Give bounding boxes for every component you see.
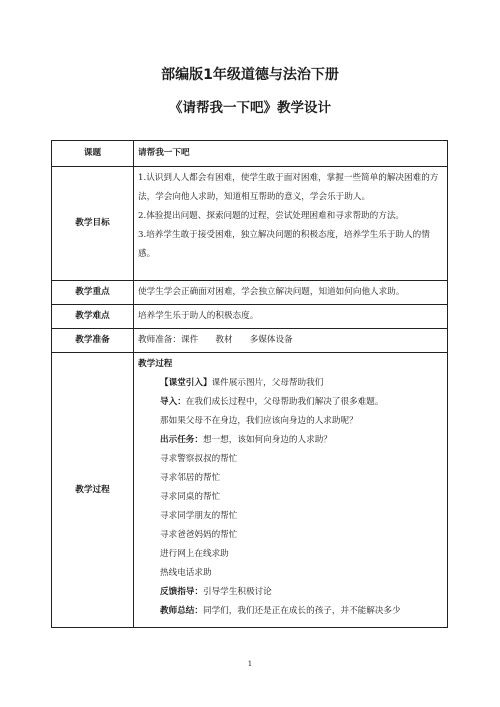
row-process xyxy=(52,353,448,628)
label-preparation: 教学准备 xyxy=(52,329,134,353)
row-goals xyxy=(52,167,448,281)
intro-text: 课件展示图片，父母帮助我们 xyxy=(211,378,324,388)
document-subtitle: 《请帮我一下吧》教学设计 xyxy=(169,100,331,116)
label-difficulties: 教学难点 xyxy=(52,305,134,329)
summary-line xyxy=(138,602,443,621)
task-text: 想一想，该如何向身边的人求助？ xyxy=(202,435,332,445)
value-goals xyxy=(134,167,448,281)
label-goals: 教学目标 xyxy=(52,167,134,281)
value-preparation: 教师准备：课件 教材 多媒体设备 xyxy=(134,329,448,353)
list-item: 进行网上在线求助 xyxy=(160,549,229,559)
intro-line xyxy=(138,374,443,393)
goal-item: 1.认识到人人都会有困难，使学生敢于面对困难，掌握一些简单的解决困难的方法，学会向他人求助，知道相互帮助的意义，学会乐于助人。 xyxy=(138,173,439,202)
document-title: 部编版1年级道德与法治下册 xyxy=(161,67,339,83)
value-key-points: 使学生学会正确面对困难，学会独立解决问题，知道如何向他人求助。 xyxy=(134,281,448,305)
value-difficulties: 培养学生乐于助人的积极态度。 xyxy=(134,305,448,329)
list-item: 寻求警察叔叔的帮忙 xyxy=(160,454,238,464)
lead-label: 导入： xyxy=(160,397,186,407)
list-item: 热线电话求助 xyxy=(160,568,212,578)
row-key-points xyxy=(52,281,448,305)
list-item: 寻求邻居的帮忙 xyxy=(160,473,221,483)
task-line xyxy=(138,431,443,450)
list-item: 寻求同学朋友的帮忙 xyxy=(160,511,238,521)
task-label: 出示任务： xyxy=(160,435,203,445)
summary-text: 同学们，我们还是正在成长的孩子，并不能解决多少 xyxy=(202,606,401,616)
row-topic xyxy=(52,141,448,167)
question-line: 那如果父母不在身边，我们应该向身边的人求助呢？ xyxy=(160,416,358,426)
row-preparation xyxy=(52,329,448,353)
label-key-points: 教学重点 xyxy=(52,281,134,305)
list-item: 寻求同桌的帮忙 xyxy=(160,492,221,502)
list-item: 寻求爸爸妈妈的帮忙 xyxy=(160,530,238,540)
intro-label: 【课堂引入】 xyxy=(160,378,212,388)
lesson-plan-table xyxy=(51,140,448,628)
process-heading: 教学过程 xyxy=(138,359,173,369)
lead-text: 在我们成长过程中，父母帮助我们解决了很多难题。 xyxy=(185,397,384,407)
label-process: 教学过程 xyxy=(52,353,134,628)
value-topic: 请帮我一下吧 xyxy=(134,141,448,167)
feedback-label: 反馈指导： xyxy=(160,587,203,597)
goal-item: 2.体验提出问题、探索问题的过程，尝试处理困难和寻求帮助的方法。 xyxy=(138,211,405,221)
lead-line xyxy=(138,393,443,412)
feedback-line xyxy=(138,583,443,602)
label-topic: 课题 xyxy=(52,141,134,167)
summary-label: 教师总结： xyxy=(160,606,203,616)
row-difficulties xyxy=(52,305,448,329)
goal-item: 3.培养学生敢于接受困难，独立解决问题的积极态度，培养学生乐于助人的情感。 xyxy=(138,230,430,259)
feedback-text: 引导学生积极讨论 xyxy=(202,587,272,597)
page-number: 1 xyxy=(247,660,253,668)
value-process xyxy=(134,353,448,628)
